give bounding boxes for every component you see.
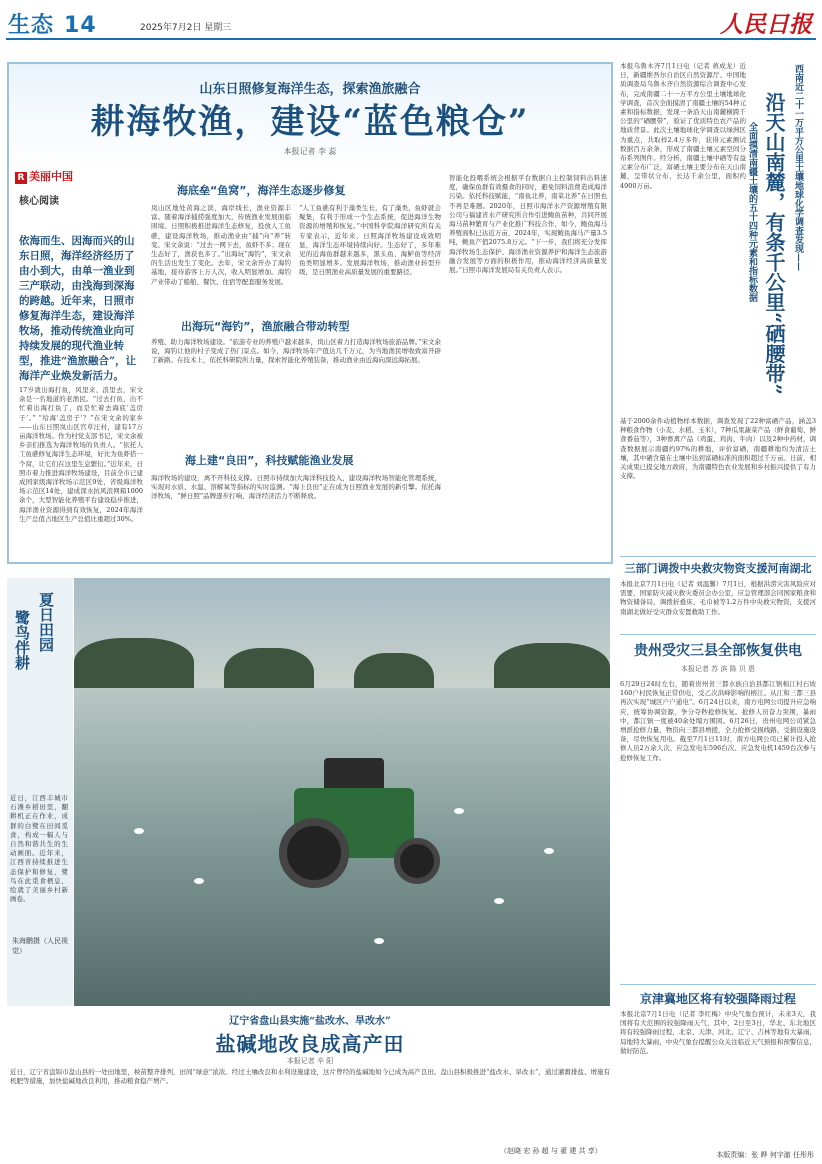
bottom-byline: 本报记者 辛 阳: [286, 1057, 334, 1065]
masthead: [6, 6, 816, 40]
right-feature-title: 沿天山南麓，有条千公里“硒腰带”: [762, 92, 786, 396]
divider: [620, 984, 816, 985]
egret-icon: [194, 878, 204, 884]
egret-icon: [544, 848, 554, 854]
column-badge-icon: R: [15, 172, 27, 184]
feature-headline: 耕海牧渔，建设“蓝色粮仓”: [90, 102, 530, 142]
egret-icon: [494, 898, 504, 904]
bottom-author-note: （赵晓 宏 孙 超 与 翟 建 共 享）: [500, 1147, 602, 1155]
photo-caption: 近日，江西丰城市石滩乡稻田里，翻耕机正在作业，成群的白鹭在田间觅食，构成一幅人与自然和谐共生的生动画面。近年来，江西省持续推进生态保护和修复，鹭鸟在此觅食栖息，绘就了美丽乡村新画卷。: [10, 794, 68, 904]
lead-paragraph: 依海而生、因海而兴的山东日照，海洋经济经历了由小到大，由单一渔业到三产联动，由浅海到深海的跨越。近年来，日照市修复海洋生态，建设海洋牧场，推动传统渔业向可持续发展的现代渔业转型，推进“渔旅融合”，让海洋产业焕发新活力。: [19, 235, 137, 382]
right-feature-deck: 全面摸清南疆土壤的五十四种元素和指标数据: [747, 122, 757, 302]
page-number: 14: [64, 13, 97, 38]
divider: [620, 556, 816, 557]
newspaper-logo: 人民日报: [720, 11, 812, 38]
right-feature-text: 本报乌鲁木齐7月1日电（记者 蒋成龙）近日，新疆维吾尔自治区自然资源厅、中国地质调查局乌鲁木齐自然资源综合调查中心发布，完成南疆二十一万平方公里土壤地球化学调查，首次全面摸清了南疆土壤的54种元素和指标数据，发现一条沿天山南麓横跨千公里的“硒腰带”，验证了优质特色农产品的地质背景。此次土壤地球化学调查以绿洲区为重点，共取样2.4万多件，获得元素测试数据百万余条，形成了南疆土壤元素空间分布系列图件。经分析，南疆土壤中硒等有益元素分布广泛，富硒土壤主要分布在天山南麓，呈带状分布，长达千余公里，面积约4900万亩。: [620, 62, 746, 190]
column-label: [15, 168, 73, 184]
feature-byline: 本报记者 李 蕊: [283, 147, 337, 156]
section-name: 生态: [8, 13, 55, 38]
article-column-a: 17岁就出海打鱼，风里来、浪里去，宋文余是一名地道的老渔民。“过去打鱼，出不忙着出海打鱼了，而是忙着去海底‘盖房子’。” “给海‘盖房子’？”在宋文余的家乡——山东日照岚山区官草汪村，建有17万亩海洋牧场。作为村党支部书记，宋文余被乡亲们推选为海洋牧场的负责人。“依托人工鱼礁修复海洋生态环境，好比为鱼虾搭一个窝，让它们在这里生息繁衍。”近年来，日照市着力推进海洋牧场建设，目前全市已建成国家级海洋牧场示范区9处，省级海洋牧场示范区14处，建成深水抗风浪网箱1000余个，大型智能化养殖平台建设稳步推进，海洋渔业资源得到有效恢复，2024年海洋生产总值占地区生产总值比重超过30%。: [19, 386, 143, 523]
news2-byline: 本报记者 苏 滨 陈 贝 恩: [680, 665, 756, 673]
news3-title: 京津冀地区将有较强降雨过程: [639, 992, 796, 1006]
news3-text: 本报北京7月1日电（记者 李红梅）中央气象台预计，未来3天，我国将有大范围的较强降雨天气，其中，2日至3日，华北、东北地区将有较强降雨过程，北京、天津、河北、辽宁、吉林等地有大暴雨，局地特大暴雨，中央气象台提醒公众关注临近天气预报和预警信息，做好防范。: [620, 1010, 816, 1055]
right-feature-article: [620, 62, 816, 554]
main-feature-article: [7, 62, 613, 564]
bottom-headline: 盐碱地改良成高产田: [215, 1032, 405, 1056]
lead-title: 核心阅读: [19, 196, 59, 207]
page-footer: 本版责编：张 晔 何宇澈 任彤彤: [716, 1151, 814, 1159]
bottom-kicker: 辽宁省盘山县实施“盐改水、旱改水”: [229, 1016, 391, 1027]
egret-icon: [134, 828, 144, 834]
divider: [620, 634, 816, 635]
news2-text: 6月29日24时左右，随着贵州省三都水族自治县都江镇棉江村石坡160户村民恢复正常供电，受乙次洪峰影响的榕江、从江和三都三县再次实现“城区户户通电”。6月24日以来，南方电网公司提升应急响应，统筹协调资源，争分夺秒抢修恢复。抢修人员奋力突围，暴雨中，都江镇一度被40余处塌方围困。6月26日，贵州电网公司紧急增派抢修力量、物资向三都县增援，全力抢修受损线路，受损设施设备，尽快恢复用电。截至7月1日11时，南方电网公司已累计投入抢修人员2万余人次、应急发电车596台次、应急发电机1459台次参与抢修恢复工作。: [620, 680, 816, 762]
article-column-d: 养殖、助力海洋牧场建设。“旅游专业的养殖户越来越多，岚山区着力打造海洋牧场旅游品牌。”宋文余说，海钓让他的村子变成了热门景点。如今，海洋牧场年产值达几千万元，为当地渔民增收致富开辟了新路。在技术上，依托科研院所力量，探索智能化养殖装备，推动渔业由近海向深远海拓展。: [151, 338, 441, 365]
feature-kicker: 山东日照修复海洋生态，探索渔旅融合: [199, 82, 421, 97]
subhead-3: 海上建“良田”，科技赋能渔业发展: [185, 454, 354, 467]
egret-icon: [374, 938, 384, 944]
subhead-2: 出海玩“海钓”，渔旅融合带动转型: [181, 320, 350, 333]
photo-title-line-2: 鹭鸟伴耕: [13, 610, 31, 670]
article-column-c: “人工鱼礁有利于藻类生长，有了藻类，鱼虾就会聚集，有利于形成一个生态系统，促进海洋生物资源的增殖和恢复。”中国科学院海洋研究所有关专家表示，近年来，日照海洋牧场建设成效明显，海洋生态环境持续向好。生态好了，多年难见的近海鱼群越来越多，黑头鱼、海鲈鱼等经济鱼类明显增多。发展海洋牧场，推动渔业转型升级，是日照渔业高质量发展的重要路径。: [299, 204, 441, 277]
news1-title: 三部门调拨中央救灾物资支援河南湖北: [624, 562, 812, 575]
article-column-e: 海洋牧场的建设，离不开科技支撑。日照市持续加大海洋科技投入，建设海洋牧场智能化管理系统，实现对水质、水温、溶解氧等指标的实时监测。“海上良田”正在成为日照渔业发展的新引擎。依托海洋牧场，“鲜日照”品牌逐步打响，海洋经济活力不断释放。: [151, 474, 441, 501]
article-column-f: 智能化投喂系统会根据平台数据自主控制饲料出料速度，确保鱼群有效摄食的同时，避免饲料浪费造成海洋污染。依托科技赋能，“南鱼北养，南菜北养”在日照也不再是难题。2020年，日照市海洋水产资源增殖有限公司与福建省水产研究所合作引进鲍鱼苗种，共同开展海马苗种繁育与产业化推广科技合作，如今，鲍鱼海马养殖面积已达近万亩，2024年，实现鲍鱼海马产量3.5吨，鲍鱼产值2075.8万元。“下一步，我们将充分发挥海洋牧场生态保护、海洋渔业资源养护和海洋生态旅游融合发展等方面的积极作用，推动海洋经济高质量发展。”日照市海洋发展局有关负责人表示。: [449, 174, 607, 275]
tractor-wheel: [394, 838, 440, 884]
right-feature-text-2: 基于2000余件动植物样本数据，调查发现了22种富硒产品，涵盖3种粮食作物（小麦、水稻、玉米），7种瓜果蔬菜产品（鲜食葡萄、鲜食番茄等），3种畜禽产品（鸡蛋、鸡肉、牛肉）以及2种中药材，调查数据展示南疆约97%的耕地，评价富硒，南疆耕地均为清洁土壤，其中硒含量在土壤中达到富硒标准的面积超过千万亩。日前，相关成果已提交地方政府，为南疆特色农业发展和乡村振兴提供了有力支撑。: [620, 417, 816, 481]
news-photo-tractor-egrets: [74, 578, 610, 1006]
photo-title-line-1: 夏日田园: [37, 592, 55, 652]
egret-icon: [454, 808, 464, 814]
section-title: [8, 8, 97, 39]
subhead-1: 海底垒“鱼窝”，海洋生态逐步修复: [177, 184, 346, 197]
bottom-text: 近日，辽宁省盘锦市盘山县的一处田地里，秧苗整齐排列，田间“绿意”浓浓。经过土壤改良和水利设施建设，这片曾经的盐碱地如今已成为高产良田。盘山县积极推进“盐改水、旱改水”，通过灌溉排盐、增施有机肥等措施，加快盐碱地改良利用，推动粮食稳产增产。: [10, 1068, 610, 1086]
column-label-text: 美丽中国: [29, 170, 73, 183]
tractor-wheel: [279, 818, 349, 888]
article-column-b: 岚山区地处黄海之滨，海岸线长，渔业资源丰富。随着海洋捕捞强度加大，传统渔业发展面临困境。日照积极推进海洋生态修复，投放人工鱼礁，建设海洋牧场，推动渔业由“捕”向“养”转变。宋文余说：“过去一网下去，鱼虾不多；现在生态好了，渔获也多了。”出海玩“海钓”，宋文余的生活也发生了变化。去年，宋文余开办了海钓基地，接待游客上万人次，收入明显增加。海钓产业带动了船舶、餐饮、住宿等配套服务发展。: [151, 204, 291, 286]
news2-title: 贵州受灾三县全部恢复供电: [634, 643, 802, 659]
right-feature-subtitle: 西南近二十一万平方公里土壤地球化学调查发现——: [793, 64, 803, 271]
news1-text: 本报北京7月1日电（记者 刘温馨）7月1日，根据洪涝灾害风险应对需要，国家防灾减灾救灾委员会办公室，应急管理部会同国家粮食和物资储备局，调拨折叠床、毛巾被等1.2万件中央救灾物资，支援河南湖北做好受灾群众安置救助工作。: [620, 580, 816, 616]
issue-date: 2025年7月2日 星期三: [140, 23, 232, 33]
photo-credit: 朱海鹏摄（人民视觉）: [12, 937, 68, 955]
